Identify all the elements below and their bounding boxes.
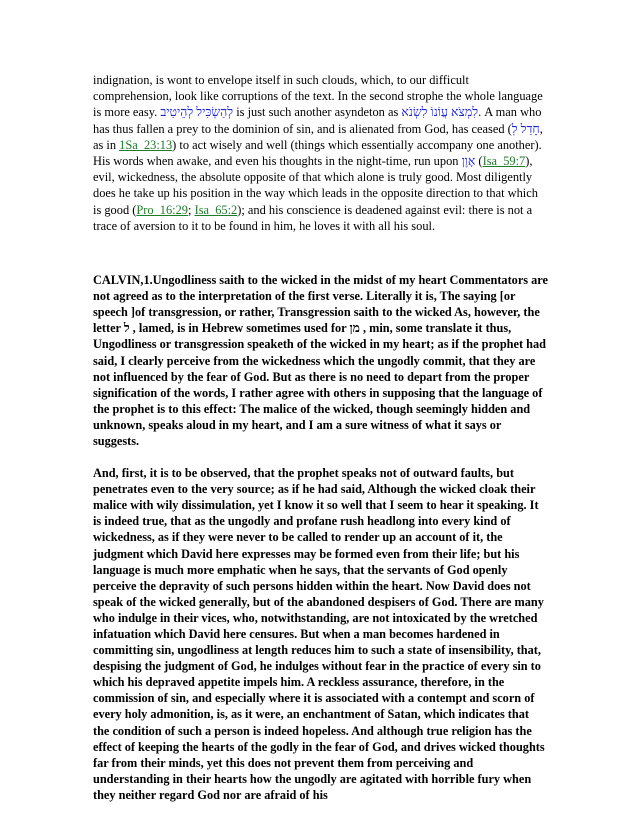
text-run: , lamed, is in Hebrew sometimes used for: [129, 321, 350, 336]
scripture-link-pro-16-29[interactable]: Pro_16:29: [136, 202, 189, 217]
text-run: CALVIN,1.Ungodliness saith to the wicked in the midst of my heart Commentators are not agreed as to the interpretation of the first verse. Literally it is, The saying [or speech ]of transgression, or rather, Transgression saith to the wicked As, however, the letter: [93, 273, 548, 336]
hebrew-phrase: לִמְצֹא עֲוֹנוֹ לִשְׂנֹא: [401, 105, 479, 120]
scripture-link-1sa-23-13[interactable]: 1Sa_23:13: [119, 137, 173, 152]
document-page: [93, 72, 548, 803]
text-run: ), evil, wickedness, the absolute opposite of that which alone is truly good. Most diligently does he take up his position in the way which leads in the opposite direction to that which is good (: [93, 154, 538, 217]
hebrew-phrase: לְהַשְׂכִּיל לְהֵיטִיב: [160, 105, 234, 120]
calvin-continuation-paragraph: And, first, it is to be observed, that the prophet speaks not of outward faults, but penetrates even to the very source; as if he had said, Although the wicked cloak their malice with wily dissimulation, yet I know it so well that I seem to hear it speaking. It is indeed true, that as the ungodly and profane rush headlong into every kind of wickedness, as if they were never to be called to render up an account of it, the judgment which David here expresses may be formed even from their life; but his language is much more emphatic when he says, that the servants of God openly perceive the depravity of such persons hidden within the heart. Now David does not speak of the wicked generally, but of the abandoned despisers of God. There are many who indulge in their vices, who, notwithstanding, are not intoxicated by the wretched infatuation which David here censures. But when a man becomes hardened in committing sin, ungodliness at length reduces him to such a state of insensibility, that, despising the judgment of God, he indulges without fear in the practice of every sin to which his depraved appetite impels him. A reckless assurance, therefore, in the commission of sin, and especially where it is associated with a contempt and scorn of every holy admonition, is, as it were, an enchantment of Satan, which indicates that the condition of such a person is indeed hopeless. And although true religion has the effect of keeping the hearts of the godly in the fear of God, and drives wicked thoughts far from their minds, yet this does not prevent them from perceiving and understanding in their hearts how the ungodly are agitated with horrible fury when they neither regard God nor are afraid of his: [93, 466, 545, 802]
scripture-link-isa-65-2[interactable]: Isa_65:2: [194, 202, 238, 217]
text-run: ); and his conscience is deadened against evil: there is not a trace of aversion to it to be found in him, he loves it with all his soul.: [93, 202, 533, 233]
hebrew-word: אָוֶן: [461, 154, 476, 169]
hebrew-word: מן: [349, 321, 360, 336]
text-run: , min, some translate it thus, Ungodliness or transgression speaketh of the wicked in my heart; as if the prophet had said, I clearly perceive from the wickedness which the ungodly commit, that they are not influenced by the fear of God. But as there is no need to depart from the proper signification of the words, I rather agree with others in supposing that the language of the prophet is to this effect: The malice of the wicked, though seemingly hidden and unknown, speaks aloud in my heart, and I am a sure witness of what it says or suggests.: [93, 321, 546, 448]
text-run: ;: [188, 202, 195, 217]
text-run: indignation, is wont to envelope itself in such clouds, which, to our difficult comprehension, look like corruptions of the text. In the second strophe the whole language is more easy.: [93, 73, 543, 120]
delitzsch-paragraph: [93, 72, 548, 234]
hebrew-phrase: חָדַל לְ: [511, 121, 540, 136]
text-run: . A man who has thus fallen a prey to the dominion of sin, and is alienated from God, has ceased (: [93, 105, 542, 136]
text-run: ) to act wisely and well (things which essentially accompany one another). His words when awake, and even his thoughts in the night-time, run upon: [93, 137, 542, 169]
hebrew-letter: ל: [123, 321, 130, 336]
text-run: is just such another asyndeton as: [233, 105, 402, 120]
scripture-link-isa-59-7[interactable]: Isa_59:7: [482, 154, 526, 169]
text-run: (: [475, 154, 483, 169]
text-run: , as in: [93, 121, 543, 152]
calvin-paragraph: [93, 272, 548, 449]
